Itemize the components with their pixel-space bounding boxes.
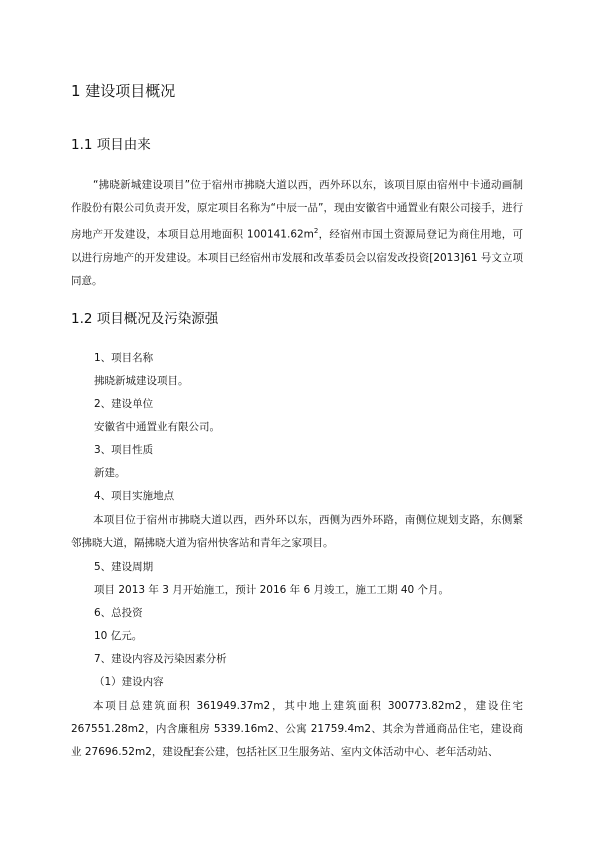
item-1-value: 拂晓新城建设项目。	[94, 375, 189, 387]
item-6-label: 6、总投资	[94, 607, 143, 619]
chapter-heading: 1 建设项目概况	[71, 82, 176, 100]
origin-text-a: “拂晓新城建设项目”位于宿州市拂晓大道以西，西外环以东，该项目原由宿州中卡通动画制作股份有限公司负责开发，原定项目名称为“中辰一品”，现由安徽省中通置业有限公司接手，进行房地产开发建设，本项目总用地面积 100141.62m	[71, 179, 523, 241]
item-5-label: 5、建设周期	[94, 561, 154, 573]
item-4-value: 本项目位于宿州市拂晓大道以西，西外环以东，西侧为西外环路，南侧位规划支路，东侧紧邻拂晓大道，隔拂晓大道为宿州快客站和青年之家项目。	[71, 514, 523, 549]
item-7-label: 7、建设内容及污染因素分析	[94, 653, 227, 665]
item-7a-label: （1）建设内容	[94, 676, 164, 688]
item-4-label: 4、项目实施地点	[94, 490, 175, 502]
item-2-label: 2、建设单位	[94, 398, 154, 410]
origin-paragraph	[71, 174, 523, 293]
item-6-value: 10 亿元。	[94, 630, 143, 642]
item-3-value: 新建。	[94, 467, 126, 479]
section-heading-1-1: 1.1 项目由来	[71, 137, 151, 153]
section-heading-1-2: 1.2 项目概况及污染源强	[71, 311, 219, 327]
superscript-2: 2	[313, 227, 319, 235]
item-2-value: 安徽省中通置业有限公司。	[94, 421, 220, 433]
item-7-value: 本项目总建筑面积 361949.37m2，其中地上建筑面积 300773.82m2，建设住宅 267551.28m2，内含廉租房 5339.16m2、公寓 21759.4m2、其余为普通商品住宅，建设商业 27696.52m2，建设配套公建，包括社区卫生服务站、室内文体活动中心、老年活动站、	[71, 700, 523, 758]
item-3-label: 3、项目性质	[94, 444, 154, 456]
origin-text-b: ，经宿州市国土资源局登记为商住用地，可以进行房地产的开发建设。本项目已经宿州市发展和改革委员会以宿发改投资[2013]61 号文立项同意。	[71, 228, 523, 287]
item-1-label: 1、项目名称	[94, 352, 154, 364]
item-5-value: 项目 2013 年 3 月开始施工，预计 2016 年 6 月竣工，施工工期 40 个月。	[94, 584, 450, 596]
